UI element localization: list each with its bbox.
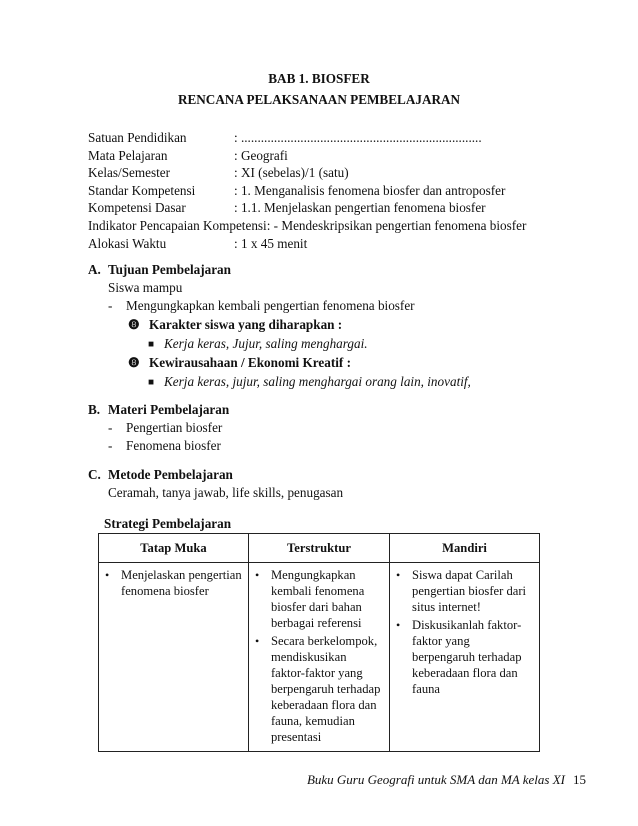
cell-text: Secara berkelompok, mendiskusikan faktor-faktor yang berpengaruh terhadap keberadaan flora dan fauna, kemudian presentasi bbox=[270, 634, 381, 744]
info-row bbox=[88, 129, 558, 147]
info-value: : 1.1. Menjelaskan pengertian fenomena biosfer bbox=[234, 200, 486, 216]
cell-mandiri bbox=[390, 563, 540, 752]
info-value: : ......................................................................... bbox=[234, 130, 482, 145]
list-item-text: Fenomena biosfer bbox=[126, 438, 221, 453]
list-item-text: Pengertian biosfer bbox=[126, 420, 223, 435]
section-letter: C. bbox=[88, 467, 101, 482]
info-row bbox=[88, 199, 558, 217]
karakter-value: Kerja keras, Jujur, saling menghargai. bbox=[164, 336, 368, 351]
strategi-table bbox=[98, 533, 540, 752]
section-text: Ceramah, tanya jawab, life skills, penugasan bbox=[108, 485, 344, 500]
list-item bbox=[396, 567, 533, 615]
karakter-label: Karakter siswa yang diharapkan : bbox=[149, 317, 343, 332]
section-heading bbox=[88, 401, 558, 419]
section-letter: B. bbox=[88, 402, 101, 417]
column-header: Tatap Muka bbox=[99, 534, 249, 563]
number-eight-icon: ❽ bbox=[128, 355, 140, 370]
info-value: : Geografi bbox=[234, 147, 288, 163]
karakter-item bbox=[88, 335, 558, 353]
section-letter: A. bbox=[88, 262, 101, 277]
info-value: : XI (sebelas)/1 (satu) bbox=[234, 165, 349, 181]
bullet-icon: • bbox=[396, 568, 401, 582]
cell-tatap-muka bbox=[99, 563, 249, 752]
list-item bbox=[88, 419, 558, 437]
info-label: Mata Pelajaran bbox=[88, 147, 168, 163]
section-heading-text: Materi Pembelajaran bbox=[108, 402, 230, 417]
section-metode bbox=[88, 466, 558, 502]
list-item bbox=[396, 617, 533, 697]
info-label: Kompetensi Dasar bbox=[88, 200, 186, 216]
info-row bbox=[88, 164, 558, 182]
identity-block bbox=[88, 129, 558, 252]
page-footer bbox=[307, 772, 586, 788]
chapter-title: BAB 1. BIOSFER bbox=[268, 71, 370, 86]
bullet-icon: • bbox=[105, 568, 110, 582]
cell-text: Diskusikanlah faktor-faktor yang berpengaruh terhadap keberadaan flora dan fauna bbox=[412, 618, 522, 696]
table-header-row bbox=[99, 534, 540, 563]
section-intro: Siswa mampu bbox=[108, 280, 183, 295]
square-bullet-icon: ■ bbox=[148, 339, 155, 350]
kewirausahaan-heading bbox=[88, 353, 558, 373]
section-heading bbox=[88, 466, 558, 484]
bullet-icon: • bbox=[396, 618, 401, 632]
kewirausahaan-item bbox=[88, 373, 558, 391]
info-row bbox=[88, 182, 558, 200]
info-row bbox=[88, 235, 558, 253]
number-eight-icon: ❽ bbox=[128, 317, 140, 332]
dash-marker: - bbox=[108, 298, 113, 313]
cell-text: Mengungkapkan kembali fenomena biosfer dari bahan berbagai referensi bbox=[270, 568, 365, 630]
column-header: Terstruktur bbox=[248, 534, 389, 563]
column-header: Mandiri bbox=[390, 534, 540, 563]
cell-terstruktur bbox=[248, 563, 389, 752]
info-label: Satuan Pendidikan bbox=[88, 130, 187, 145]
list-item bbox=[255, 567, 383, 631]
list-item bbox=[255, 633, 383, 745]
info-label: Alokasi Waktu bbox=[88, 235, 167, 251]
info-row bbox=[88, 147, 558, 165]
info-label: Standar Kompetensi bbox=[88, 182, 196, 198]
list-item bbox=[88, 297, 558, 315]
kewirausahaan-label: Kewirausahaan / Ekonomi Kreatif : bbox=[149, 355, 351, 370]
karakter-heading bbox=[88, 315, 558, 335]
info-row bbox=[88, 217, 558, 235]
list-item bbox=[88, 437, 558, 455]
section-tujuan bbox=[88, 261, 558, 391]
info-value: : 1 x 45 menit bbox=[234, 235, 308, 251]
info-label: Kelas/Semester bbox=[88, 165, 171, 181]
list-item bbox=[105, 567, 242, 599]
section-heading-text: Tujuan Pembelajaran bbox=[108, 262, 231, 277]
cell-text: Menjelaskan pengertian fenomena biosfer bbox=[121, 568, 242, 598]
dash-marker: - bbox=[108, 420, 113, 435]
indicator-text: Indikator Pencapaian Kompetensi: - Mendeskripsikan pengertian fenomena biosfer bbox=[88, 217, 527, 233]
section-heading-text: Metode Pembelajaran bbox=[108, 467, 233, 482]
section-heading bbox=[88, 261, 558, 279]
book-title: Buku Guru Geografi untuk SMA dan MA kelas XI bbox=[306, 772, 565, 787]
section-materi bbox=[88, 401, 558, 455]
bullet-icon: • bbox=[254, 568, 260, 582]
cell-text: Siswa dapat Carilah pengertian biosfer dari situs internet! bbox=[412, 568, 527, 614]
table-row bbox=[99, 563, 540, 752]
info-value: : 1. Menganalisis fenomena biosfer dan antroposfer bbox=[234, 182, 506, 198]
strategi-title: Strategi Pembelajaran bbox=[104, 516, 232, 531]
kewirausahaan-value: Kerja keras, jujur, saling menghargai orang lain, inovatif, bbox=[164, 374, 471, 389]
bullet-icon: • bbox=[254, 634, 260, 648]
list-item-text: Mengungkapkan kembali pengertian fenomena biosfer bbox=[126, 298, 415, 313]
dash-marker: - bbox=[108, 438, 113, 453]
document-title: RENCANA PELAKSANAAN PEMBELAJARAN bbox=[177, 92, 461, 107]
page-number: 15 bbox=[573, 772, 586, 787]
square-bullet-icon: ■ bbox=[148, 377, 155, 388]
